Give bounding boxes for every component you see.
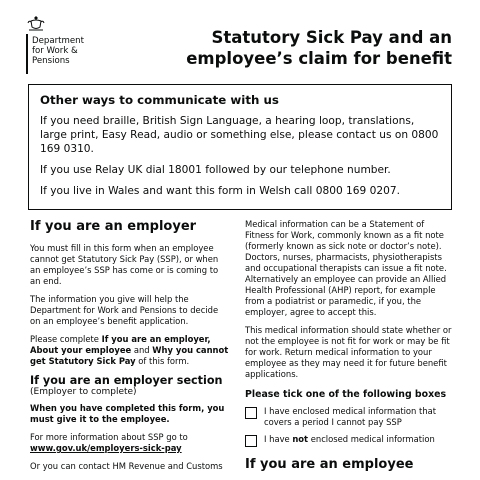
checkbox-medical-not-enclosed[interactable]	[245, 435, 257, 447]
title-line-2: employee’s claim for benefit	[186, 49, 452, 68]
logo-line-2: for Work &	[32, 46, 78, 56]
para3-post: of this form.	[135, 356, 190, 366]
para3-bold-2: Why you cannot get Statutory Sick Pay	[30, 345, 229, 366]
dwp-logo	[26, 14, 136, 66]
employer-section-more-info: For more information about SSP go to	[30, 432, 188, 442]
employer-para-3	[30, 334, 230, 367]
medical-para-2: This medical information should state whether or not the employee is not fit for work or may be fit for work. Return medical information to your employee as they may need it for future benefit applications.	[245, 325, 452, 379]
tick-option-1-label: I have enclosed medical information that covers a period I cannot pay SSP	[264, 406, 437, 427]
employer-para-1: You must fill in this form when an employee cannot get Statutory Sick Pay (SSP), or when an employee’s SSP has come or is coming to an end.	[30, 243, 219, 286]
employer-para-2: The information you give will help the Department for Work and Pensions to decide on an employee’s benefit application.	[30, 294, 219, 326]
title-line-1: Statutory Sick Pay and an	[211, 28, 452, 47]
communication-para-1: If you need braille, British Sign Language, a hearing loop, translations, large print, Easy Read, audio or something else, please contact us on 0800 169 0310.	[40, 115, 439, 155]
document-title	[186, 27, 452, 69]
logo-line-1: Department	[32, 36, 85, 46]
logo-text	[32, 36, 84, 66]
communication-box	[28, 84, 452, 210]
communication-para-2: If you use Relay UK dial 18001 followed by our telephone number.	[40, 164, 391, 176]
logo-bar	[26, 34, 28, 74]
employer-heading: If you are an employer	[30, 219, 197, 234]
option2-pre: I have	[264, 434, 293, 444]
tick-option-2-label	[264, 434, 435, 445]
ssp-link-row	[30, 443, 230, 454]
tick-heading: Please tick one of the following boxes	[245, 389, 447, 400]
checkbox-medical-enclosed[interactable]	[245, 407, 257, 419]
communication-heading: Other ways to communicate with us	[40, 93, 279, 107]
employer-section-note: (Employer to complete)	[30, 387, 137, 397]
communication-para-3: If you live in Wales and want this form in Welsh call 0800 169 0207.	[40, 185, 400, 197]
para3-pre: Please complete	[30, 334, 102, 344]
employer-section-cut-text: Or you can contact HM Revenue and Customs	[30, 461, 223, 471]
employee-heading: If you are an employee	[245, 457, 414, 472]
left-column	[30, 219, 230, 479]
royal-coat-of-arms-icon	[26, 14, 46, 32]
option2-bold: not	[292, 434, 309, 444]
para3-and: and	[131, 345, 153, 355]
option2-post: enclosed medical information	[308, 434, 435, 444]
logo-line-3: Pensions	[32, 56, 70, 66]
para3-bold-1: If you are an employer, About your employee	[30, 334, 211, 355]
employer-section-instruction: When you have completed this form, you must give it to the employee.	[30, 403, 225, 424]
right-column	[245, 219, 453, 480]
ssp-link[interactable]: www.gov.uk/employers-sick-pay	[30, 443, 182, 453]
tick-option-2	[245, 434, 453, 447]
medical-para-1: Medical information can be a Statement of Fitness for Work, commonly known as a fit note (formerly known as sick note or doctor’s note). Doctors, nurses, pharmacists, physiotherapists and occupational therapists can issue a fit note. Alternatively an employee can provide an Allied Health Professional (AHP) report, for example from a podiatrist or paramedic, if you, the employer, agree to accept this.	[245, 219, 447, 317]
tick-option-1	[245, 406, 453, 428]
employer-section-heading: If you are an employer section	[30, 374, 223, 387]
